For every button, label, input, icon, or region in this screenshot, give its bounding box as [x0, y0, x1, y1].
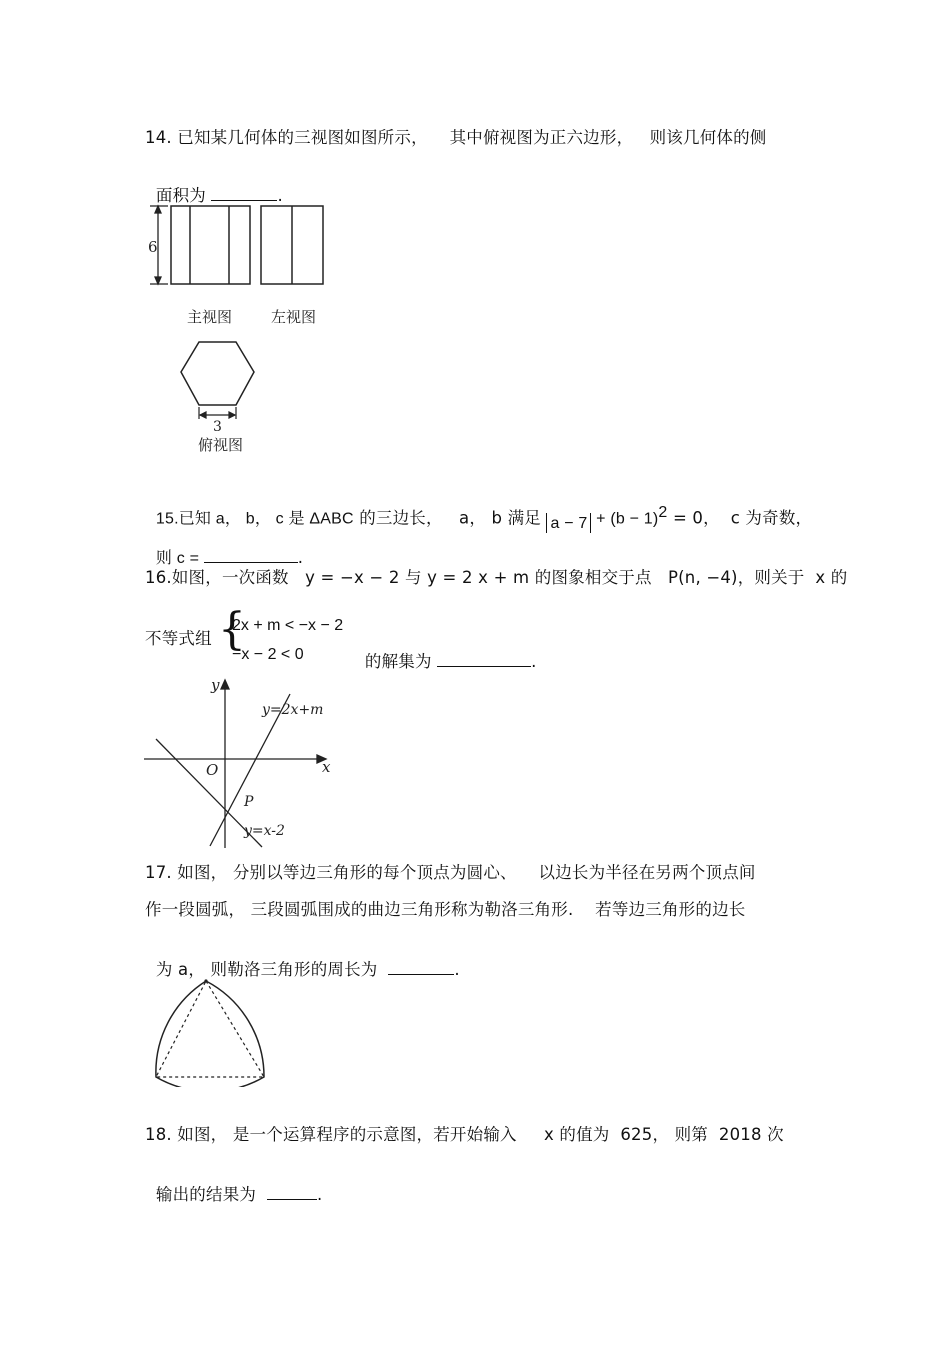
reuleaux-triangle-figure — [145, 975, 275, 1087]
q15-part-b: 的三边长， a， b 满足 — [353, 508, 547, 528]
q17-answer-blank — [388, 958, 454, 975]
q16-line2b-start: 的解集为 — [364, 652, 438, 671]
line2-label: y=x-2 — [244, 823, 285, 839]
top-view-hexagon — [181, 342, 254, 405]
q14-text-line1: 14. 已知某几何体的三视图如图所示， 其中俯视图为正六边形， 则该几何体的侧 — [145, 128, 767, 147]
equilateral-triangle — [156, 981, 264, 1077]
q15-line2-start: 则 c = — [155, 550, 204, 567]
q18-end-period: . — [316, 1185, 323, 1204]
q18-text-line2 — [145, 1161, 322, 1206]
point-p-label: P — [244, 794, 254, 810]
reuleaux-arcs — [156, 981, 264, 1087]
q15-part-d: = 0， c 为奇数， — [667, 508, 813, 528]
left-view-caption: 左视图 — [271, 308, 317, 326]
q14-text-line2-start: 面积为 — [155, 186, 212, 205]
q17-text-line2: 作一段圆弧， 三段圆弧围成的曲边三角形称为勒洛三角形. 若等边三角形的边长 — [145, 900, 746, 919]
q16-end-period: . — [531, 652, 537, 671]
vertex-dot — [204, 979, 207, 982]
three-view-figure — [140, 195, 340, 465]
line1-label: y=2x+m — [262, 702, 324, 718]
front-view-caption: 主视图 — [187, 308, 233, 326]
q15-absolute-value: a − 7 — [546, 513, 591, 533]
q16-text-line2a: 不等式组 — [145, 629, 212, 648]
q14-end-period: . — [277, 186, 283, 205]
q17-text-line1: 17. 如图， 分别以等边三角形的每个顶点为圆心、 以边长为半径在另两个顶点间 — [145, 863, 756, 882]
top-view-caption: 俯视图 — [198, 436, 244, 454]
q15-square: 2 — [658, 504, 668, 521]
q18-line2-start: 输出的结果为 — [155, 1185, 267, 1204]
system-line2: −x − 2 < 0 — [232, 646, 304, 663]
q18-answer-blank — [267, 1183, 317, 1200]
q15-end-period: . — [297, 548, 304, 567]
origin-label: O — [206, 761, 219, 779]
q15-part-a: 15.已知 a， b， c 是 — [155, 510, 310, 528]
y-axis-arrow — [221, 680, 229, 689]
height-label: 6 — [148, 238, 158, 256]
left-view — [261, 206, 323, 284]
side-label: 3 — [213, 419, 222, 435]
side-dimension — [199, 407, 236, 419]
q15-triangle: ΔABC — [309, 510, 354, 528]
q15-part-c: + (b − 1) — [591, 510, 659, 528]
x-axis-label: x — [322, 758, 331, 776]
y-axis-label: y — [211, 676, 220, 694]
q18-text-line1: 18. 如图， 是一个运算程序的示意图，若开始输入 x 的值为 625， 则第 2018 次 — [145, 1125, 784, 1144]
linear-function-graph — [140, 672, 340, 850]
q16-text-line1: 16.如图，一次函数 y = −x − 2 与 y = 2 x + m 的图象相交于点 P(n, −4)，则关于 x 的 — [145, 568, 848, 587]
system-line1: 2x + m < −x − 2 — [232, 617, 344, 634]
system-brace: { — [218, 604, 246, 655]
q15-text-line2 — [145, 524, 303, 570]
front-view — [171, 206, 250, 284]
q16-answer-blank — [437, 650, 531, 667]
q15-answer-blank — [204, 546, 298, 563]
q17-end-period: . — [454, 960, 460, 979]
q17-line3-start: 为 a， 则勒洛三角形的周长为 — [155, 960, 389, 979]
q16-text-line2b — [354, 628, 537, 673]
